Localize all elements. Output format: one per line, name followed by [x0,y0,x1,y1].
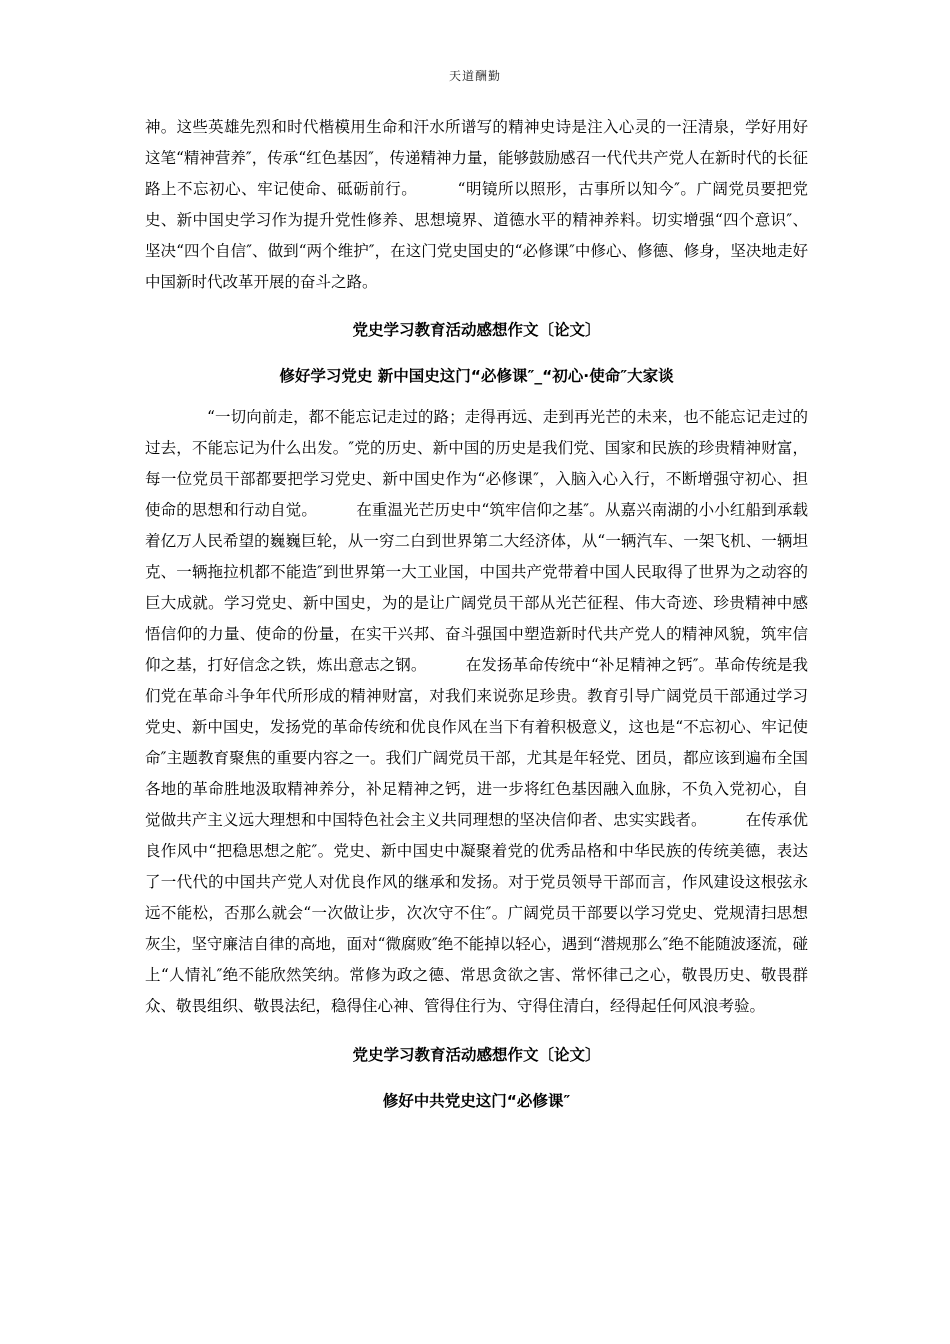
section-title-2: 党史学习教育活动感想作文〔论文〕 [352,1046,601,1064]
body-paragraph: “一切向前走，都不能忘记走过的路；走得再远、走到再光芒的未来，也不能忘记走过的过去，不能忘记为什么出发。″党的历史、新中国的历史是我们党、国家和民族的珍贵精神财富，每一位党员干部都要把学习党史、新中国史作为“必修课″，入脑入心入行，不断增强守初心、担使命的思想和行动自觉。 在重温光芒历史中“筑牢信仰之基″。从嘉兴南湖的小小红船到承载着亿万人民希望的巍巍巨轮，从一穷二白到世界第二大经济体，从“一辆汽车、一架飞机、一辆坦克、一辆拖拉机都不能造″到世界第一大工业国，中国共产党带着中国人民取得了世界为之动容的巨大成就。学习党史、新中国史，为的是让广阔党员干部从光芒征程、伟大奇迹、珍贵精神中感悟信仰的力量、使命的份量，在实干兴邦、奋斗强国中塑造新时代共产党人的精神风貌，筑牢信仰之基，打好信念之铁，炼出意志之钢。 在发扬革命传统中“补足精神之钙″。革命传统是我们党在革命斗争年代所形成的精神财富，对我们来说弥足珍贵。教育引导广阔党员干部通过学习党史、新中国史，发扬党的革命传统和优良作风在当下有着积极意义，这也是“不忘初心、牢记使命″主题教育聚焦的重要内容之一。我们广阔党员干部，尤其是年轻党、团员，都应该到遍布全国各地的革命胜地汲取精神养分，补足精神之钙，进一步将红色基因融入血脉，不负入党初心，自觉做共产主义远大理想和中国特色社会主义共同理想的坚决信仰者、忠实实践者。 在传承优良作风中“把稳思想之舵″。党史、新中国史中凝聚着党的优秀品格和中华民族的传统美德，表达了一代代的中国共产党人对优良作风的继承和发扬。对于党员领导干部而言，作风建设这根弦永远不能松，否那么就会“一次做让步，次次守不住″。广阔党员干部要以学习党史、党规清扫思想灰尘，坚守廉洁自律的高地，面对“微腐败″绝不能掉以轻心，遇到“潜规那么″绝不能随波逐流，碰上“人情礼″绝不能欣然笑纳。常修为政之德、常思贪欲之害、常怀律己之心，敬畏历史、敬畏群众、敬畏组织、敬畏法纪，稳得住心神、管得住行为、守得住清白，经得起任何风浪考验。 [145,408,808,1015]
section-title-1: 党史学习教育活动感想作文〔论文〕 [352,321,601,339]
section-subtitle-2: 修好中共党史这门“必修课″ [382,1092,571,1110]
intro-paragraph: 神。这些英雄先烈和时代楷模用生命和汗水所谱写的精神史诗是注入心灵的一汪清泉，学好用好这笔“精神营养″，传承“红色基因″，传递精神力量，能够鼓励感召一代代共产党人在新时代的长征路上不忘初心、牢记使命、砥砺前行。 “明镜所以照形，古事所以知今″。广阔党员要把党史、新中国史学习作为提升党性修养、思想境界、道德水平的精神养料。切实增强“四个意识″、坚决“四个自信″、做到“两个维护″，在这门党史国史的“必修课″中修心、修德、修身，坚决地走好中国新时代改革开展的奋斗之路。 [145,118,808,291]
section-subtitle-1: 修好学习党史 新中国史这门“必修课″_“初心·使命″大家谈 [279,367,674,385]
document-body [145,112,808,1117]
page-header: 天道酬勤 [448,69,501,83]
